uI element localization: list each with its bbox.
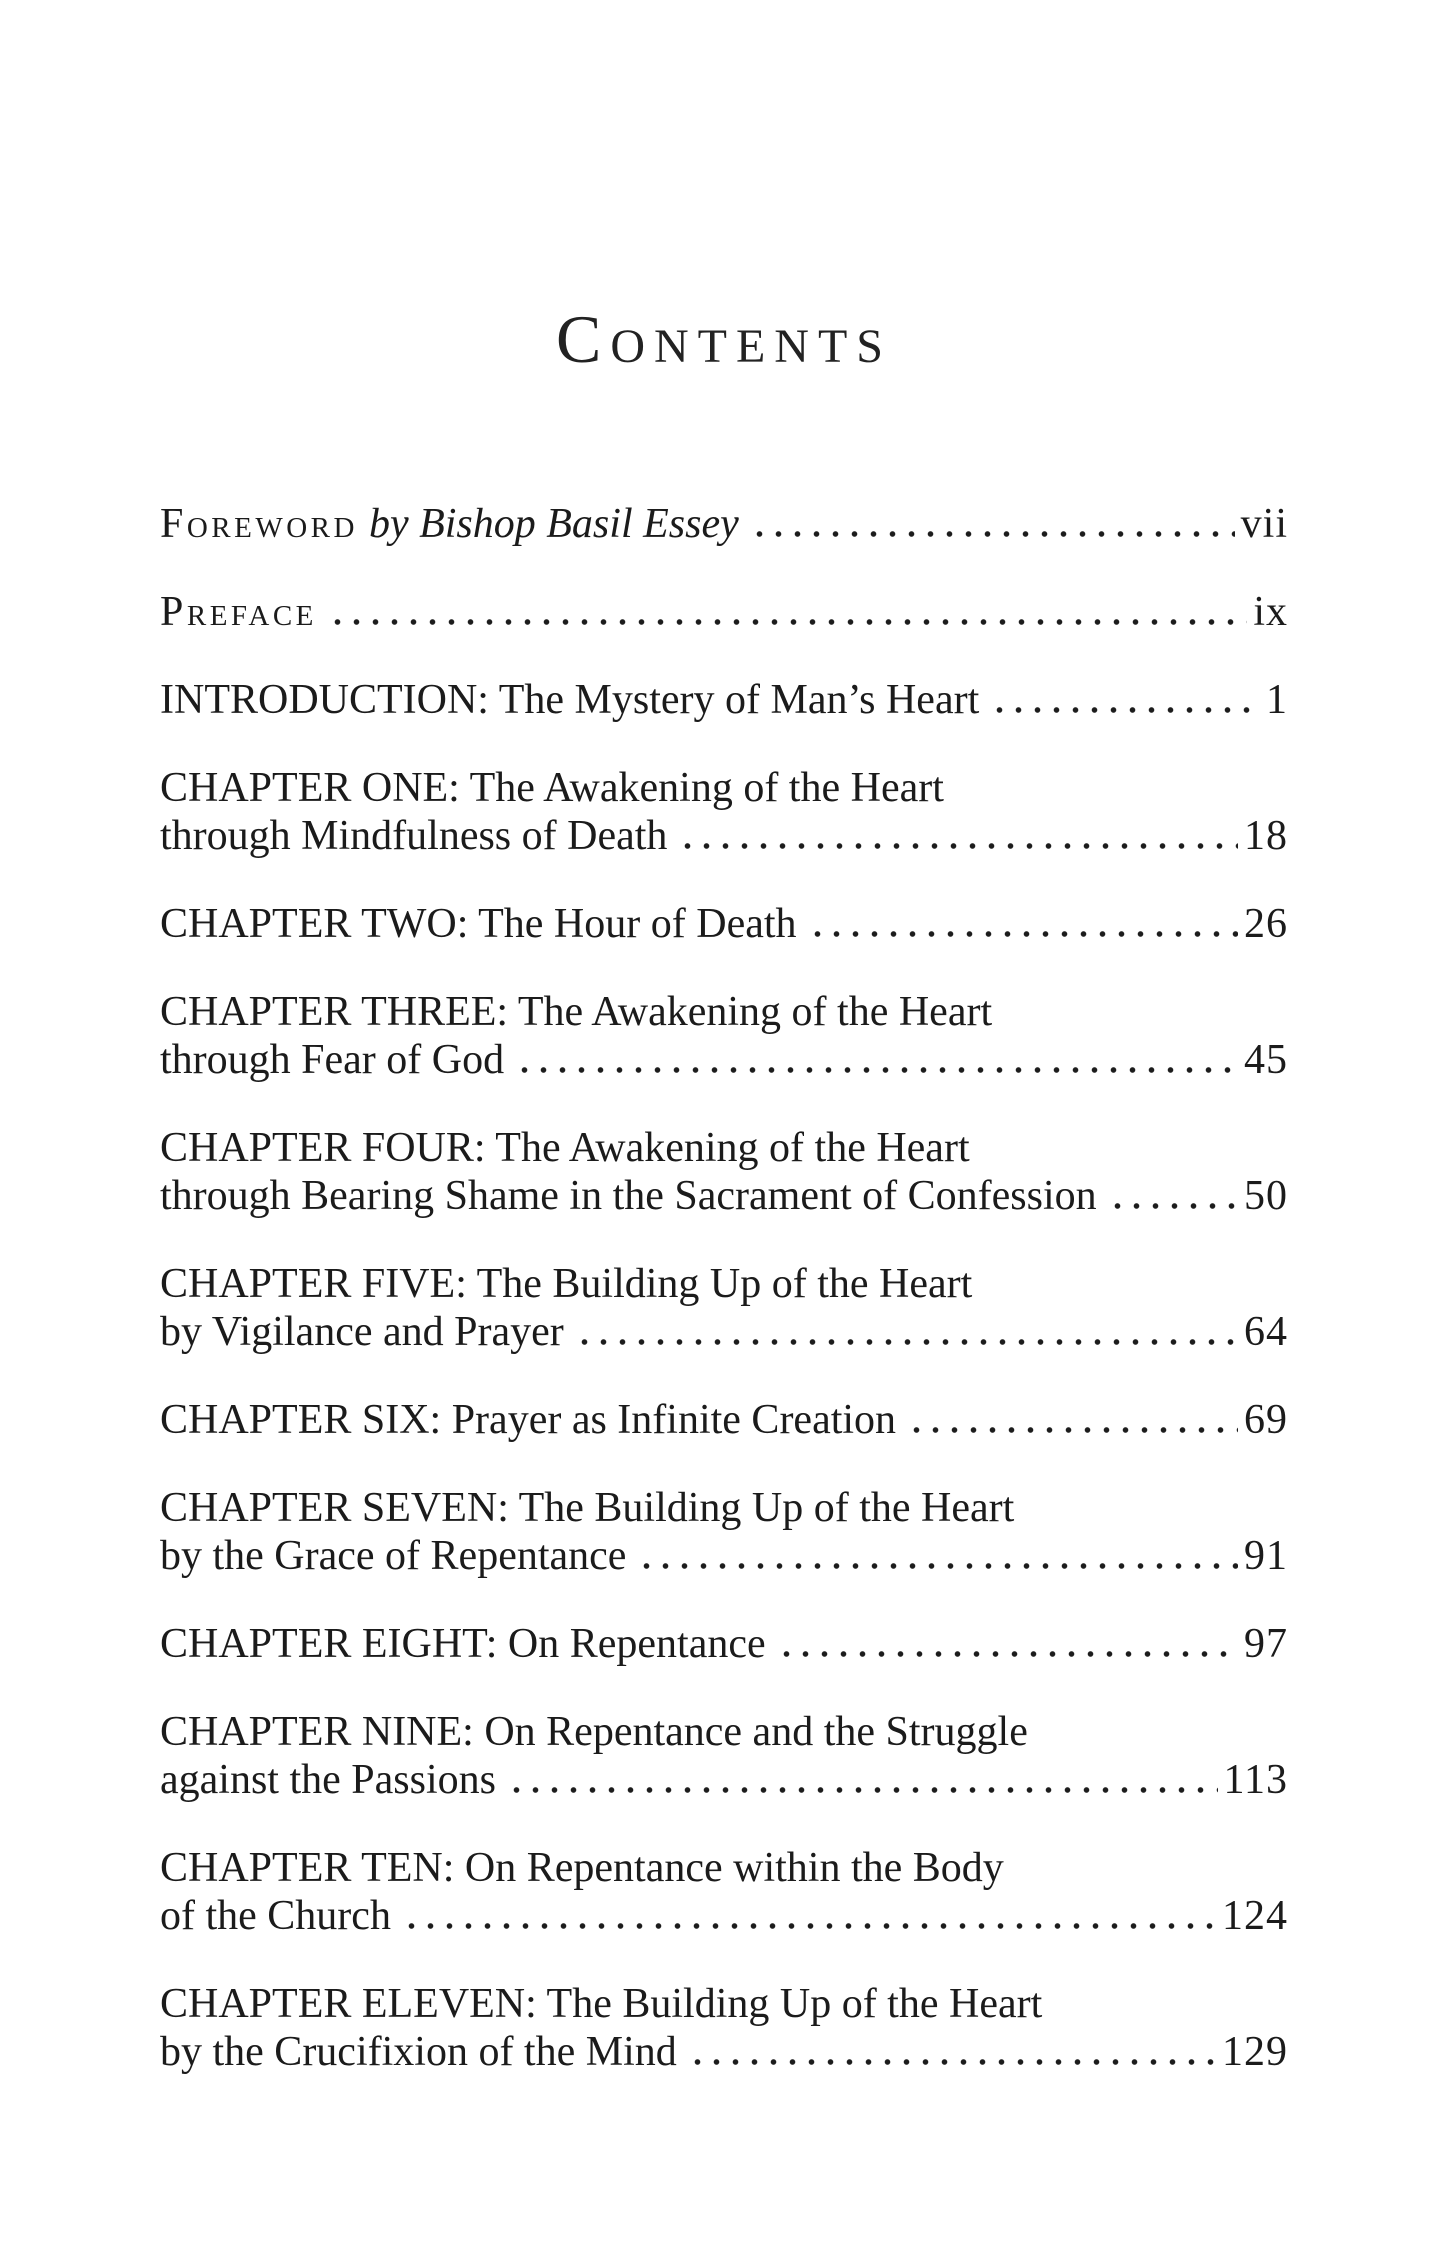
dot-leader — [400, 1897, 1216, 1929]
entry-title — [160, 588, 317, 636]
entry-page-number: ix — [1253, 589, 1288, 635]
toc-entry-chapter-two — [160, 900, 1288, 948]
toc-entry-foreword — [160, 500, 1288, 548]
dot-leader — [505, 1761, 1218, 1793]
entry-title-line1: CHAPTER THREE: The Awakening of the Heart — [160, 989, 993, 1035]
dot-leader — [686, 2033, 1216, 2065]
entry-title-line1: CHAPTER ELEVEN: The Building Up of the Heart — [160, 1981, 1043, 2027]
toc-entry-introduction — [160, 676, 1288, 724]
entry-title-line2: of the Church — [160, 1893, 391, 1939]
toc-entry-chapter-five — [160, 1260, 1288, 1356]
entry-page-number: 50 — [1244, 1173, 1288, 1219]
dot-leader — [635, 1537, 1238, 1569]
toc-entry-preface — [160, 588, 1288, 636]
entry-page-number: 18 — [1244, 813, 1288, 859]
entry-title: CHAPTER TWO: The Hour of Death — [160, 901, 797, 947]
toc-entry-chapter-four — [160, 1124, 1288, 1220]
entry-title: INTRODUCTION: The Mystery of Man’s Heart — [160, 677, 980, 723]
entry-page-number: 113 — [1223, 1757, 1288, 1803]
entry-page-number: 64 — [1244, 1309, 1288, 1355]
table-of-contents — [160, 500, 1288, 2076]
entry-label: Preface — [160, 589, 317, 635]
toc-entry-chapter-six — [160, 1396, 1288, 1444]
entry-title-line2: through Fear of God — [160, 1037, 505, 1083]
toc-entry-chapter-three — [160, 988, 1288, 1084]
entry-title: CHAPTER SIX: Prayer as Infinite Creation — [160, 1397, 897, 1443]
entry-label: Foreword — [160, 501, 358, 547]
page-title: Contents — [555, 301, 892, 377]
entry-title: CHAPTER EIGHT: On Repentance — [160, 1621, 766, 1667]
entry-byline: by Bishop Basil Essey — [368, 501, 739, 547]
entry-title-line2: by the Grace of Repentance — [160, 1533, 627, 1579]
entry-page-number: 97 — [1244, 1621, 1288, 1667]
entry-title-line1: CHAPTER SEVEN: The Building Up of the Heart — [160, 1485, 1015, 1531]
dot-leader — [806, 905, 1238, 937]
entry-page-number: 26 — [1244, 901, 1288, 947]
entry-title-line2: through Mindfulness of Death — [160, 813, 668, 859]
dot-leader — [676, 817, 1238, 849]
entry-title-line2: against the Passions — [160, 1757, 496, 1803]
toc-entry-chapter-eight — [160, 1620, 1288, 1668]
entry-title-line1: CHAPTER FOUR: The Awakening of the Heart — [160, 1125, 970, 1171]
entry-page-number: 1 — [1266, 677, 1288, 723]
toc-entry-chapter-seven — [160, 1484, 1288, 1580]
dot-leader — [1106, 1177, 1238, 1209]
entry-title-line2: through Bearing Shame in the Sacrament of Confession — [160, 1173, 1097, 1219]
dot-leader — [573, 1313, 1238, 1345]
entry-page-number: vii — [1240, 501, 1288, 547]
toc-entry-chapter-one — [160, 764, 1288, 860]
dot-leader — [775, 1625, 1238, 1657]
entry-title-line1: CHAPTER ONE: The Awakening of the Heart — [160, 765, 944, 811]
dot-leader — [988, 681, 1260, 713]
dot-leader — [905, 1401, 1238, 1433]
dot-leader — [513, 1041, 1238, 1073]
entry-page-number: 45 — [1244, 1037, 1288, 1083]
entry-page-number: 124 — [1222, 1893, 1288, 1939]
entry-title-line2: by Vigilance and Prayer — [160, 1309, 564, 1355]
entry-title-line2: by the Crucifixion of the Mind — [160, 2029, 677, 2075]
entry-title-line1: CHAPTER TEN: On Repentance within the Body — [160, 1845, 1004, 1891]
entry-title-line1: CHAPTER NINE: On Repentance and the Struggle — [160, 1709, 1028, 1755]
entry-title-line1: CHAPTER FIVE: The Building Up of the Heart — [160, 1261, 973, 1307]
dot-leader — [748, 505, 1235, 537]
entry-page-number: 129 — [1222, 2029, 1288, 2075]
dot-leader — [326, 593, 1247, 625]
entry-title — [160, 500, 739, 548]
entry-page-number: 91 — [1244, 1533, 1288, 1579]
entry-page-number: 69 — [1244, 1397, 1288, 1443]
toc-entry-chapter-ten — [160, 1844, 1288, 1940]
toc-entry-chapter-nine — [160, 1708, 1288, 1804]
toc-entry-chapter-eleven — [160, 1980, 1288, 2076]
